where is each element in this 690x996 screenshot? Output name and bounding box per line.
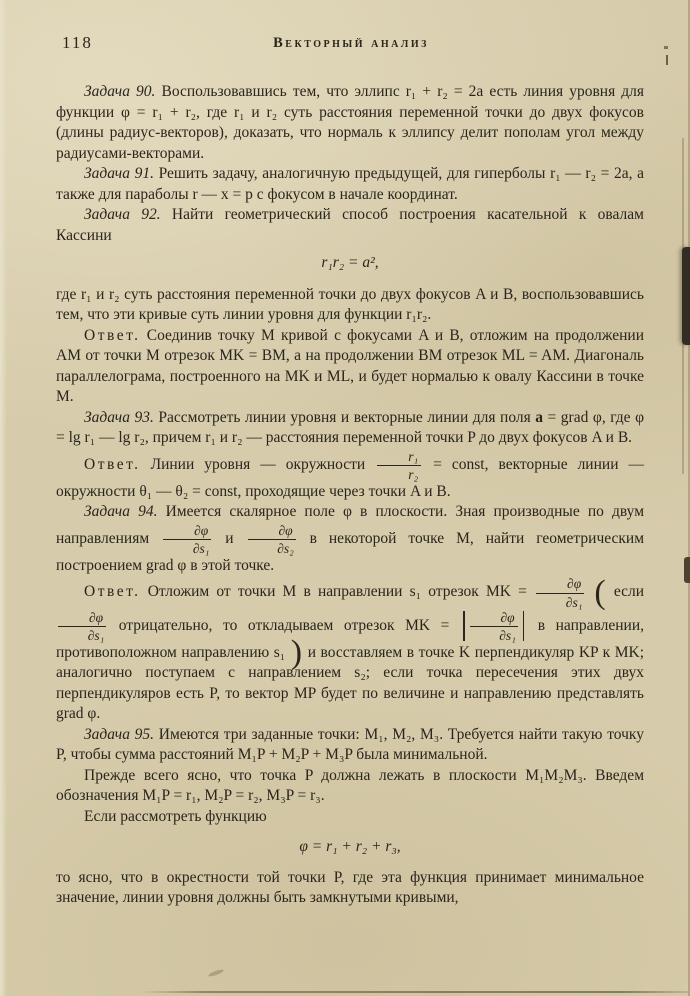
problem-95-conclusion-text: то ясно, что в окрестности той точки P, где эта функция принимает минимальное значение, линии уровня должны быть замкнутыми кривыми, — [56, 868, 644, 907]
problem-93-text-1: Рассмотреть линии уровня и векторные линии для поля — [158, 408, 531, 426]
open-parenthesis: ( — [594, 574, 606, 612]
answer-92-text: Соединив точку M кривой с фокусами A и B, отложим на продолжении AM от точки M отрезок MK = BM, а на продолжении BM отрезок ML = AM. Диагональ параллелограма, построенного на MK и ML, и будет нормалью к овалу Кассини в точке M. — [56, 326, 644, 405]
fraction-denominator: ∂s₁ — [565, 594, 583, 610]
answer-93-text-1: Линии уровня — окружности — [150, 455, 366, 473]
formula-phi-sum: φ = r₁ + r₂ + r₃, — [299, 838, 401, 856]
fraction-numerator: ∂φ — [58, 610, 106, 627]
scan-left-edge — [0, 0, 7, 996]
page-number: 118 — [62, 33, 93, 52]
answer-94-text-2: если — [613, 583, 644, 601]
running-title: Векторный анализ — [273, 35, 429, 51]
problem-91 — [56, 164, 644, 205]
problem-95-text: Имеются три заданные точки: M₁, M₂, M₃. Требуется найти такую точку P, чтобы сумма расстояний M₁P + M₂P + M₃P была минимальной. — [56, 725, 644, 764]
problem-92-after-text: где r₁ и r₂ суть расстояния переменной точки до двух фокусов A и B, воспользовавшись тем, что эти кривые суть линии уровня для функции r₁r₂. — [56, 285, 644, 323]
scan-speck — [664, 46, 668, 49]
scan-bottom-line — [140, 991, 688, 993]
answer-94-text-4: в направлении, противоположном направлению s₁ — [56, 616, 645, 661]
answer-94-text-1: Отложим от точки M в направлении s₁ отрезок MK = — [147, 583, 527, 601]
fraction-denominator: ∂s₁ — [499, 627, 516, 643]
fraction-denominator: ∂s₂ — [277, 540, 294, 556]
close-parenthesis: ) — [290, 634, 303, 672]
scan-smudge — [208, 968, 224, 977]
problem-95-function-intro — [56, 807, 644, 828]
fraction-numerator: ∂φ — [470, 610, 518, 627]
problem-90 — [56, 82, 644, 164]
fraction-denominator: ∂s₁ — [87, 627, 105, 643]
problem-90-text: Воспользовавшись тем, что эллипс r₁ + r₂ = 2a есть линия уровня для функции φ = r₁ + r₂, где r₁ и r₂ суть расстояния переменной точки до двух фокусов (длины радиус-векторов), доказать, что нормаль к эллипсу делит пополам угол между радиусами-векторами. — [56, 83, 645, 162]
scan-speck — [666, 55, 668, 65]
absolute-value-bar — [463, 611, 465, 641]
binding-dark-blob — [682, 247, 690, 345]
page-body — [56, 82, 644, 909]
answer-94 — [56, 576, 644, 724]
problem-92-continued — [56, 285, 644, 326]
formula-cassini: r₁r₂ = a², — [321, 254, 379, 271]
fraction-dphi-ds1 — [536, 576, 584, 609]
problem-95-label: Задача 95. — [84, 725, 155, 743]
problem-94 — [56, 502, 644, 576]
answer-94-text-5: и восставляем в точке K перпендикуляр KP к MK; аналогично поступаем с направлением s₂; если точка пересечения этих двух перпендикуляров есть P, то вектор MP будет по величине и направлению представлять grad φ. — [56, 643, 645, 723]
fraction-dphi-ds2 — [248, 523, 296, 556]
problem-95-function-intro-text: Если рассмотреть функцию — [84, 807, 267, 825]
problem-94-text-1: Имеется скалярное поле φ в плоскости. Зная производные по двум направлениям — [56, 503, 645, 547]
fraction-r1-r2 — [377, 449, 421, 482]
problem-94-text-2: в некоторой точке M, найти геометрическим построением grad φ в этой точке. — [56, 529, 645, 574]
problem-91-label: Задача 91. — [84, 165, 154, 182]
page-header — [62, 33, 640, 57]
fraction-denominator: ∂s₁ — [192, 540, 210, 556]
problem-93 — [56, 408, 644, 449]
problem-93-text-2: = grad φ, где φ = lg r₁ — lg r₂, причем r₁ и r₂ — расстояния переменной точки P до двух фокусов A и B. — [56, 408, 645, 446]
fraction-dphi-ds1 — [58, 610, 106, 643]
vector-a-symbol: a — [535, 408, 544, 426]
answer-93-label: Ответ. — [84, 455, 141, 473]
problem-95-conclusion — [56, 868, 644, 909]
problem-92-text: Найти геометрический способ построения касательной к овалам Кассини — [56, 206, 644, 244]
binding-dark-blob-small — [684, 557, 690, 583]
fraction-denominator: r₂ — [408, 466, 419, 482]
problem-91-text: Решить задачу, аналогичную предыдущей, для гиперболы r₁ — r₂ = 2a, а также для параболы r — x = p с фокусом в начале координат. — [56, 165, 644, 203]
problem-90-label: Задача 90. — [84, 83, 156, 100]
fraction-dphi-ds1 — [163, 523, 211, 556]
answer-93-text-2: = const, векторные линии — окружности θ₁ — θ₂ = const, проходящие через точки A и B. — [56, 455, 644, 500]
problem-92 — [56, 205, 644, 246]
answer-92 — [56, 326, 644, 408]
answer-94-label: Ответ. — [84, 583, 141, 601]
fraction-numerator: ∂φ — [536, 576, 584, 593]
answer-92-label: Ответ. — [84, 326, 141, 344]
answer-93 — [56, 449, 644, 503]
problem-95-discussion-text: Прежде всего ясно, что точка P должна лежать в плоскости M₁M₂M₃. Введем обозначения M₁P = r₁, M₂P = r₂, M₃P = r₃. — [56, 766, 644, 805]
problem-92-label: Задача 92. — [84, 206, 161, 223]
fraction-numerator: ∂φ — [248, 523, 296, 540]
problem-94-label: Задача 94. — [84, 503, 158, 521]
fraction-dphi-ds1 — [470, 610, 518, 643]
fraction-numerator: ∂φ — [163, 523, 211, 540]
absolute-value-bar — [523, 611, 525, 641]
problem-93-label: Задача 93. — [84, 408, 154, 426]
answer-94-text-3: отрицательно, то откладываем отрезок MK = — [118, 616, 450, 634]
fraction-numerator: r₁ — [377, 449, 421, 466]
problem-95-discussion — [56, 766, 644, 807]
problem-95 — [56, 725, 644, 766]
problem-94-conjunction: и — [225, 529, 234, 547]
